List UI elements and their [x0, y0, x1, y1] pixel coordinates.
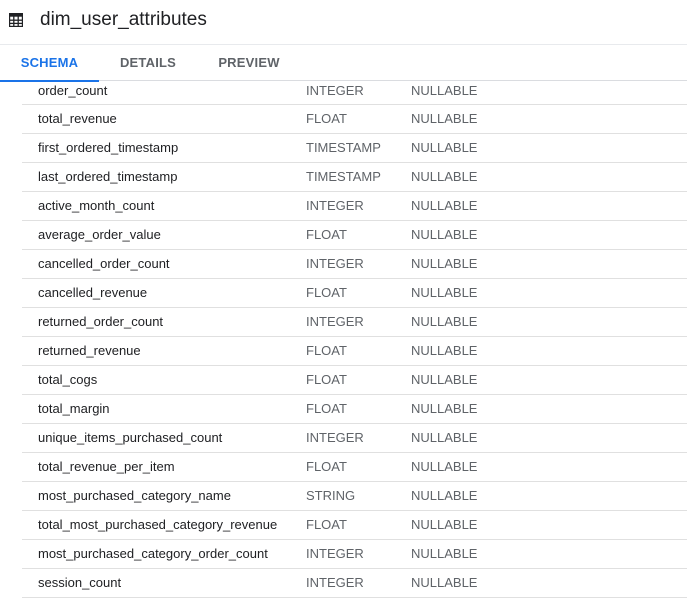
schema-row[interactable]: [22, 221, 687, 250]
field-mode: NULLABLE: [411, 111, 478, 126]
schema-row[interactable]: [22, 279, 687, 308]
field-mode: NULLABLE: [411, 169, 478, 184]
schema-row[interactable]: [22, 511, 687, 540]
field-type: INTEGER: [306, 83, 364, 98]
field-name: order_count: [38, 83, 108, 98]
schema-field-list[interactable]: [22, 81, 687, 599]
field-type: TIMESTAMP: [306, 169, 381, 184]
field-mode: NULLABLE: [411, 546, 478, 561]
schema-row[interactable]: [22, 192, 687, 221]
field-mode: NULLABLE: [411, 343, 478, 358]
schema-row[interactable]: [22, 105, 687, 134]
field-name: most_purchased_category_name: [38, 488, 231, 503]
field-mode: NULLABLE: [411, 227, 478, 242]
field-mode: NULLABLE: [411, 401, 478, 416]
schema-row[interactable]: [22, 250, 687, 279]
field-name: unique_items_purchased_count: [38, 430, 223, 445]
page-title: dim_user_attributes: [40, 9, 207, 30]
field-mode: NULLABLE: [411, 459, 478, 474]
schema-row[interactable]: [22, 308, 687, 337]
field-name: returned_order_count: [38, 314, 164, 329]
field-name: total_most_purchased_category_revenue: [38, 517, 278, 532]
tab-bar: [0, 44, 687, 81]
field-type: STRING: [306, 488, 356, 503]
field-name: total_revenue_per_item: [38, 459, 175, 474]
field-name: cancelled_revenue: [38, 285, 148, 300]
field-mode: NULLABLE: [411, 430, 478, 445]
tab-schema[interactable]: SCHEMA: [0, 45, 99, 81]
field-type: INTEGER: [306, 256, 364, 271]
field-name: last_ordered_timestamp: [38, 169, 178, 184]
field-type: FLOAT: [306, 517, 347, 532]
field-name: returned_revenue: [38, 343, 141, 358]
field-name: total_cogs: [38, 372, 98, 387]
schema-row[interactable]: [22, 337, 687, 366]
field-name: session_count: [38, 575, 122, 590]
field-mode: NULLABLE: [411, 517, 478, 532]
field-mode: NULLABLE: [411, 198, 478, 213]
field-type: INTEGER: [306, 546, 364, 561]
field-mode: NULLABLE: [411, 140, 478, 155]
field-type: FLOAT: [306, 285, 347, 300]
schema-row[interactable]: [22, 395, 687, 424]
page-header: [0, 0, 687, 44]
schema-row[interactable]: [22, 569, 687, 598]
field-type: FLOAT: [306, 459, 347, 474]
field-type: FLOAT: [306, 401, 347, 416]
field-mode: NULLABLE: [411, 575, 478, 590]
field-name: cancelled_order_count: [38, 256, 170, 271]
field-name: first_ordered_timestamp: [38, 140, 179, 155]
field-type: INTEGER: [306, 314, 364, 329]
field-name: average_order_value: [38, 227, 161, 242]
field-mode: NULLABLE: [411, 372, 478, 387]
field-type: INTEGER: [306, 430, 364, 445]
field-mode: NULLABLE: [411, 488, 478, 503]
schema-row[interactable]: [22, 134, 687, 163]
schema-row[interactable]: [22, 482, 687, 511]
field-mode: NULLABLE: [411, 314, 478, 329]
schema-row[interactable]: [22, 540, 687, 569]
schema-row[interactable]: [22, 163, 687, 192]
field-type: FLOAT: [306, 227, 347, 242]
field-name: total_margin: [38, 401, 110, 416]
field-type: TIMESTAMP: [306, 140, 381, 155]
field-type: INTEGER: [306, 575, 364, 590]
schema-row[interactable]: [22, 81, 687, 105]
field-mode: NULLABLE: [411, 256, 478, 271]
field-type: FLOAT: [306, 111, 347, 126]
tab-details[interactable]: DETAILS: [119, 55, 177, 70]
schema-row[interactable]: [22, 366, 687, 395]
field-name: total_revenue: [38, 111, 117, 126]
schema-row[interactable]: [22, 424, 687, 453]
field-mode: NULLABLE: [411, 83, 478, 98]
field-type: INTEGER: [306, 198, 364, 213]
field-type: FLOAT: [306, 343, 347, 358]
table-icon: [9, 13, 23, 27]
tab-preview[interactable]: PREVIEW: [218, 55, 280, 70]
field-mode: NULLABLE: [411, 285, 478, 300]
schema-row[interactable]: [22, 453, 687, 482]
field-type: FLOAT: [306, 372, 347, 387]
field-name: active_month_count: [38, 198, 155, 213]
field-name: most_purchased_category_order_count: [38, 546, 268, 561]
